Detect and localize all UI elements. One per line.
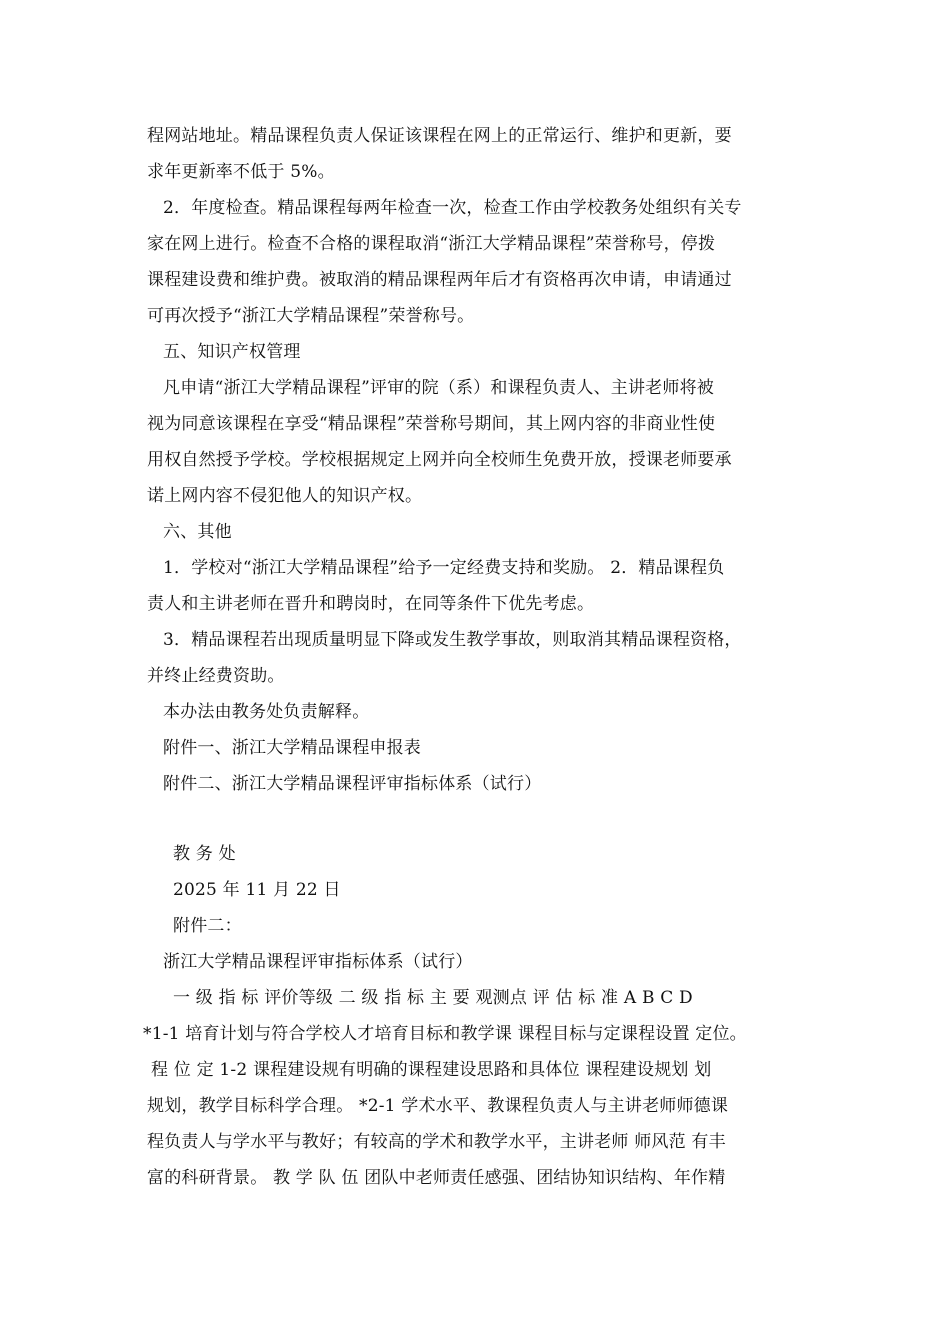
section-heading-other: 六、其他 [163, 522, 232, 542]
body-text-line: 课程建设费和维护费。被取消的精品课程两年后才有资格再次申请，申请通过 [147, 270, 732, 290]
paragraph-ip: 凡申请“浙江大学精品课程”评审的院（系）和课程负责人、主讲老师将被 [163, 378, 714, 398]
body-text-line: 责人和主讲老师在晋升和聘岗时，在同等条件下优先考虑。 [147, 594, 595, 614]
paragraph-annual-inspection: 2．年度检查。精品课程每两年检查一次，检查工作由学校教务处组织有关专 [163, 198, 742, 218]
interpretation-note: 本办法由教务处负责解释。 [163, 702, 370, 722]
appendix-table-text: 程 位 定 1-2 课程建设规有明确的课程建设思路和具体位 课程建设规划 划 [151, 1060, 712, 1080]
body-text-line: 求年更新率不低于 5%。 [147, 162, 335, 182]
body-text-line: 可再次授予“浙江大学精品课程”荣誉称号。 [147, 306, 475, 326]
body-text-line: 家在网上进行。检查不合格的课程取消“浙江大学精品课程”荣誉称号，停拨 [147, 234, 716, 254]
body-text-line: 诺上网内容不侵犯他人的知识产权。 [147, 486, 423, 506]
attachment-one: 附件一、浙江大学精品课程申报表 [163, 738, 421, 758]
body-text-line: 视为同意该课程在享受“精品课程”荣誉称号期间，其上网内容的非商业性使 [147, 414, 716, 434]
section-heading-ip: 五、知识产权管理 [163, 342, 301, 362]
appendix-table-text: *1-1 培育计划与符合学校人才培育目标和教学课 课程目标与定课程设置 定位。 [143, 1024, 747, 1044]
appendix-label: 附件二： [173, 916, 242, 936]
paragraph-other-3: 3．精品课程若出现质量明显下降或发生教学事故，则取消其精品课程资格， [163, 630, 742, 650]
body-text-line: 并终止经费资助。 [147, 666, 285, 686]
appendix-table-text: 规划，教学目标科学合理。 *2-1 学术水平、教课程负责人与主讲老师师德课 [147, 1096, 729, 1116]
body-text-line: 程网站地址。精品课程负责人保证该课程在网上的正常运行、维护和更新，要 [147, 126, 732, 146]
appendix-table-text: 程负责人与学水平与教好；有较高的学术和教学水平，主讲老师 师风范 有丰 [147, 1132, 726, 1152]
appendix-table-header: 一 级 指 标 评价等级 二 级 指 标 主 要 观测点 评 估 标 准 A B C D [173, 988, 693, 1008]
appendix-title: 浙江大学精品课程评审指标体系（试行） [163, 952, 473, 972]
body-text-line: 用权自然授予学校。学校根据规定上网并向全校师生免费开放，授课老师要承 [147, 450, 732, 470]
attachment-two: 附件二、浙江大学精品课程评审指标体系（试行） [163, 774, 542, 794]
issue-date: 2025 年 11 月 22 日 [173, 880, 341, 900]
issuer-name: 教 务 处 [173, 844, 236, 864]
appendix-table-text: 富的科研背景。 教 学 队 伍 团队中老师责任感强、团结协知识结构、年作精 [147, 1168, 726, 1188]
paragraph-other-1: 1．学校对“浙江大学精品课程”给予一定经费支持和奖励。 2．精品课程负 [163, 558, 725, 578]
